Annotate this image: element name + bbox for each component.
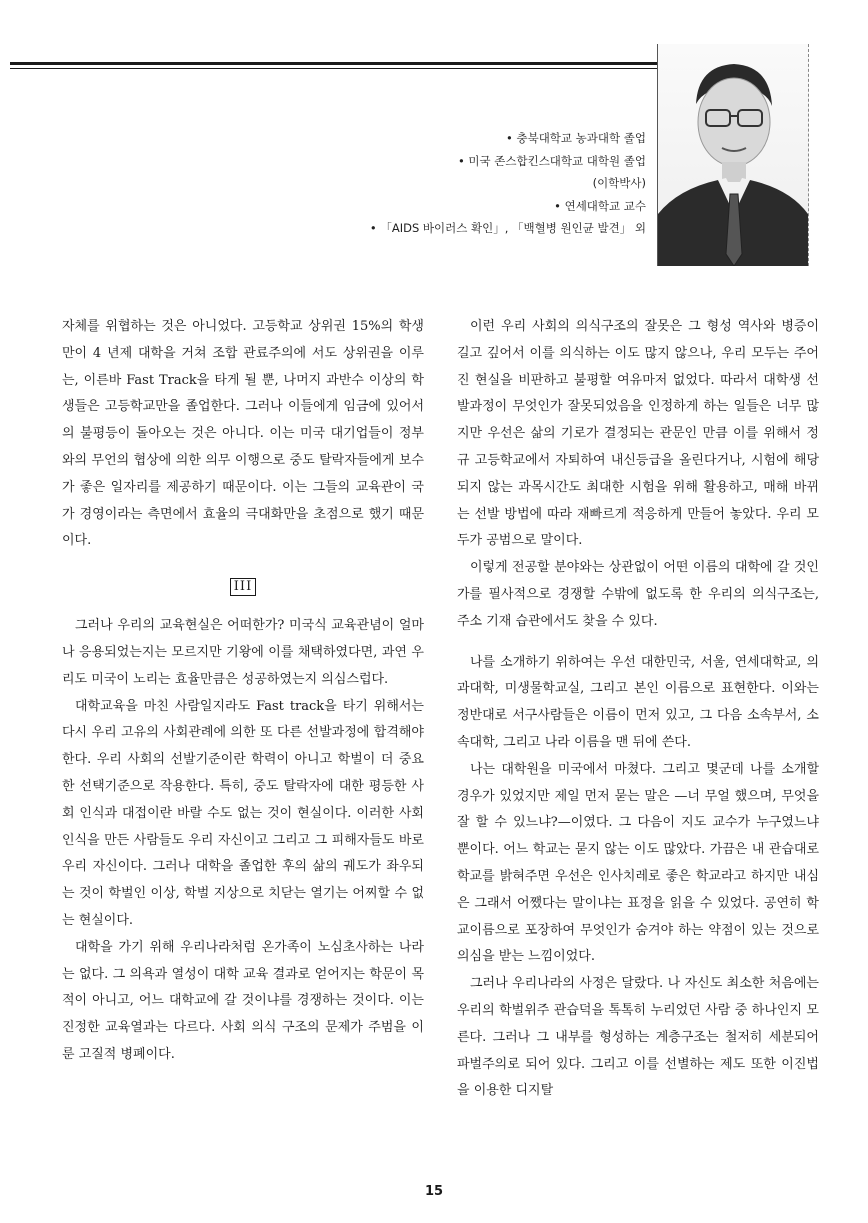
author-photo [657, 44, 809, 266]
author-bio [226, 127, 646, 240]
paragraph: 그러나 우리나라의 사정은 달랐다. 나 자신도 최소한 처음에는 우리의 학벌위주 관습덕을 톡톡히 누리었던 사람 중 하나인지 모른다. 그러나 그 내부를 형성하는 계층구조는 철저히 세분되어 파벌주의로 되어 있다. 그리고 이를 선별하는 제도 또한 이진법을 이용한 디지탈 [457, 976, 819, 1099]
section-mark [62, 577, 424, 597]
left-column [62, 314, 424, 1069]
paragraph: 대학을 가기 위해 우리나라처럼 온가족이 노심초사하는 나라는 없다. 그 의욕과 열성이 대학 교육 결과로 얻어지는 학문이 목적이 아니고, 어느 대학교에 갈 것이냐를 경쟁하는 것이다. 이는 진정한 교육열과는 다르다. 사회 의식 구조의 문제가 주범을 이룬 고질적 병폐이다. [62, 939, 424, 1062]
paragraph: 이런 우리 사회의 의식구조의 잘못은 그 형성 역사와 병증이 길고 깊어서 이를 의식하는 이도 많지 않으나, 우리 모두는 주어진 현실을 비판하고 불평할 여유마저 없었다. 따라서 대학생 선발과정이 무엇인가 잘못되었음을 인정하게 하는 일들은 너무 많지만 우선은 삶의 기로가 결정되는 관문인 만큼 이를 위해서 정규 고등학교에서 자퇴하여 내신등급을 올린다거나, 시험에 해당되지 않는 과목시간도 최대한 시험을 위해 활용하고, 매해 바뀌는 선발 방법에 따라 재빠르게 적응하게 만들어 놓았다. 우리 모두가 공범으로 말이다. [457, 319, 819, 549]
paragraph: 대학교육을 마친 사람일지라도 Fast track을 타기 위해서는 다시 우리 고유의 사회관례에 의한 또 다른 선발과정에 합격해야 한다. 우리 사회의 선발기준이란 학력이 아니고 학벌이 더 중요한 선택기준으로 작용한다. 특히, 중도 탈락자에 대한 평등한 사회 인식과 대접이란 바랄 수도 없는 것이 현실이다. 이러한 사회인식을 만든 사람들도 우리 자신이고 그리고 그 피해자들도 바로 우리 자신이다. 그러나 대학을 졸업한 후의 삶의 궤도가 좌우되는 것이 학벌인 이상, 학벌 지상으로 치닫는 열기는 어찌할 수 없는 현실이다. [62, 698, 424, 928]
right-column [457, 314, 819, 1105]
bio-line: (이학박사) [592, 176, 646, 190]
paragraph: 나는 대학원을 미국에서 마쳤다. 그리고 몇군데 나를 소개할 경우가 있었지만 제일 먼저 묻는 말은 —너 무얼 했으며, 무엇을 잘 할 수 있느냐?—이였다. 그 다음이 지도 교수가 누구였느냐 뿐이다. 어느 학교는 묻지 않는 이도 많았다. 가끔은 내 관습대로 학교를 밝혀주면 우선은 인사치레로 좋은 학교라고 하지만 내심은 그래서 어쨌다는 말이냐는 표정을 읽을 수 있었다. 공연히 학교이름으로 포장하여 무엇인가 숨겨야 하는 약점이 있는 것으로 의심을 받는 느낌이었다. [457, 761, 819, 965]
paragraph: 나를 소개하기 위하여는 우선 대한민국, 서울, 연세대학교, 의과대학, 미생물학교실, 그리고 본인 이름으로 표현한다. 이와는 정반대로 서구사람들은 이름이 먼저 있고, 그 다음 소속부서, 소속대학, 그리고 나라 이름을 맨 뒤에 쓴다. [457, 654, 819, 750]
header-rule-thin [10, 68, 658, 69]
bio-line: • 연세대학교 교수 [554, 198, 646, 213]
bio-line: • 미국 존스합킨스대학교 대학원 졸업 [457, 153, 646, 168]
paragraph: 자체를 위협하는 것은 아니었다. 고등학교 상위권 15%의 학생만이 4 년제 대학을 거쳐 조합 관료주의에 서도 상위권을 이루는, 이른바 Fast Track을 타게 될 뿐, 나머지 과반수 이상의 학생들은 고등학교만을 졸업한다. 그러나 이들에게 임금에 있어서의 불평등이 돌아오는 것은 아니다. 이는 미국 대기업들이 정부와의 무언의 협상에 의한 의무 이행으로 중도 탈락자들에게 보수가 좋은 일자리를 제공하기 때문이다. 이는 그들의 교육관이 국가 경영이라는 측면에서 효율의 극대화만을 초점으로 했기 때문이다. [62, 319, 424, 549]
page-number: 15 [424, 1184, 444, 1199]
author-portrait-image [658, 44, 808, 266]
paragraph: 그러나 우리의 교육현실은 어떠한가? 미국식 교육관념이 얼마나 응용되었는지는 모르지만 기왕에 이를 채택하였다면, 과연 우리도 미국이 노리는 효율만큼은 성공하였는지 의심스럽다. [62, 618, 424, 687]
bio-line: • 「AIDS 바이러스 확인」, 「백혈병 원인균 발견」 외 [369, 221, 646, 235]
paragraph: 이렇게 전공할 분야와는 상관없이 어떤 이름의 대학에 갈 것인가를 필사적으로 경쟁할 수밖에 없도록 한 우리의 의식구조는, 주소 기재 습관에서도 찾을 수 있다. [457, 560, 819, 629]
header-rule-thick [10, 62, 658, 65]
section-number: III [230, 578, 256, 596]
bio-line: • 충북대학교 농과대학 졸업 [506, 131, 646, 145]
